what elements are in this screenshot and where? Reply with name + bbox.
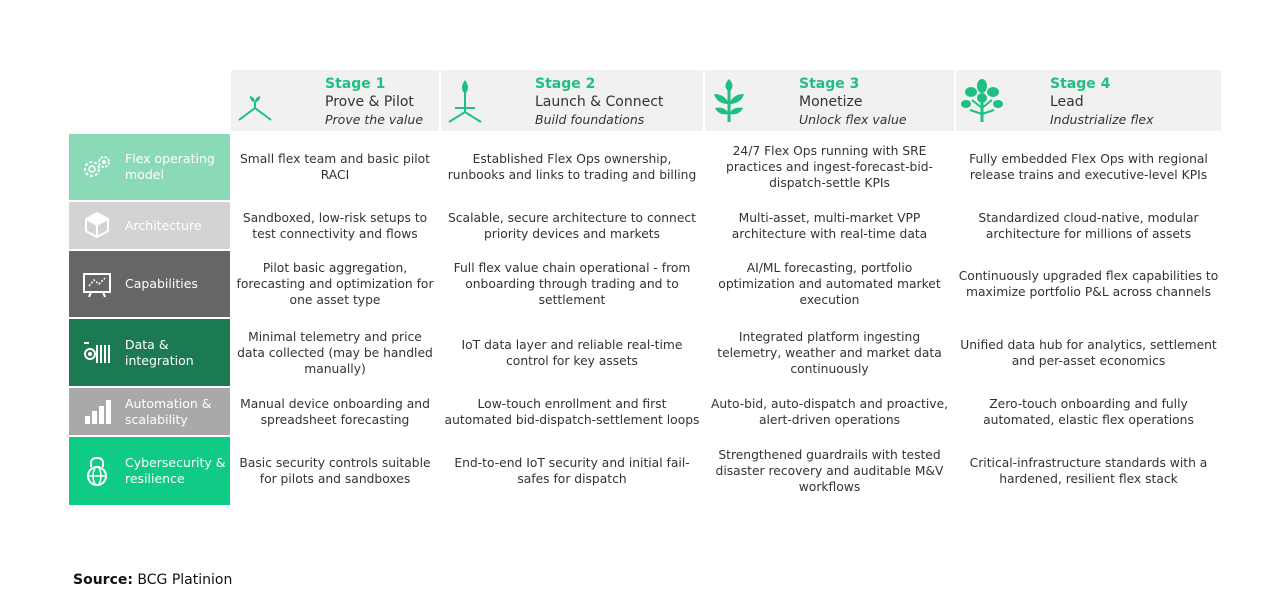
sprout-icon bbox=[235, 78, 279, 124]
row-label-automation-scalability bbox=[69, 388, 230, 435]
source-note bbox=[73, 572, 232, 588]
table-cell: Fully embedded Flex Ops with regional release trains and executive-level KPIs bbox=[969, 152, 1208, 182]
table-cell: Auto-bid, auto-dispatch and proactive, alert-driven operations bbox=[710, 396, 949, 427]
stage-name: Lead bbox=[1050, 94, 1084, 110]
table-cell: 24/7 Flex Ops running with SRE practices and ingest-forecast-bid-dispatch-settle KPIs bbox=[726, 144, 933, 190]
table-cell: IoT data layer and reliable real-time control for key assets bbox=[461, 337, 683, 368]
table-cell: Critical-infrastructure standards with a hardened, resilient flex stack bbox=[969, 456, 1208, 486]
stage-number: Stage 1 bbox=[325, 76, 386, 92]
whiteboard-icon bbox=[81, 268, 113, 300]
stage-header-3 bbox=[705, 70, 954, 131]
source-text: BCG Platinion bbox=[137, 572, 233, 588]
table-cell: Small flex team and basic pilot RACI bbox=[239, 152, 430, 182]
stage-header-1 bbox=[231, 70, 439, 131]
gears-icon bbox=[81, 151, 113, 183]
table-cell: Scalable, secure architecture to connect priority devices and markets bbox=[447, 210, 697, 241]
table-cell: Low-touch enrollment and first automated bid-dispatch-settlement loops bbox=[444, 396, 700, 427]
stage-subtitle: Industrialize flex bbox=[1050, 112, 1154, 127]
table-cell: Multi-asset, multi-market VPP architecture with real-time data bbox=[731, 210, 928, 241]
table-cell: End-to-end IoT security and initial fail-safes for dispatch bbox=[454, 456, 690, 486]
table-cell: Continuously upgraded flex capabilities to maximize portfolio P&L across channels bbox=[958, 269, 1219, 299]
row-label-cybersecurity-resilience bbox=[69, 437, 230, 505]
seedling-icon bbox=[445, 78, 489, 124]
table-cell: Pilot basic aggregation, forecasting and optimization for one asset type bbox=[236, 261, 434, 307]
stage-number: Stage 4 bbox=[1050, 76, 1111, 92]
row-label-text: Cybersecurity & resilience bbox=[125, 455, 226, 486]
small-plant-icon bbox=[709, 78, 753, 124]
stage-name: Monetize bbox=[799, 94, 863, 110]
table-cell: Sandboxed, low-risk setups to test connectivity and flows bbox=[242, 210, 428, 241]
globe-lock-icon bbox=[81, 455, 113, 487]
row-label-text: Data & integration bbox=[125, 336, 194, 368]
table-cell: Full flex value chain operational - from onboarding through trading and to settlement bbox=[453, 261, 691, 307]
tree-icon bbox=[960, 78, 1004, 124]
stage-subtitle: Build foundations bbox=[535, 112, 645, 127]
data-flow-icon bbox=[81, 337, 113, 369]
table-cell: Standardized cloud-native, modular architecture for millions of assets bbox=[978, 210, 1199, 241]
stage-number: Stage 3 bbox=[799, 76, 860, 92]
table-cell: Strengthened guardrails with tested disaster recovery and auditable M&V workflows bbox=[715, 448, 944, 494]
table-cell: Zero-touch onboarding and fully automated, elastic flex operations bbox=[983, 396, 1194, 427]
stage-subtitle: Prove the value bbox=[325, 112, 424, 127]
stage-header-4 bbox=[956, 70, 1221, 131]
source-label: Source: bbox=[73, 572, 133, 588]
row-label-data-integration bbox=[69, 319, 230, 386]
table-cell: Integrated platform ingesting telemetry, weather and market data continuously bbox=[717, 329, 942, 376]
row-label-text: Automation & scalability bbox=[125, 395, 212, 427]
row-label-flex-operating-model bbox=[69, 134, 230, 200]
table-cell: Basic security controls suitable for pilots and sandboxes bbox=[239, 456, 431, 486]
row-label-text: Capabilities bbox=[125, 276, 198, 291]
table-cell: Manual device onboarding and spreadsheet forecasting bbox=[240, 396, 430, 427]
cube-icon bbox=[81, 210, 113, 242]
table-cell: Unified data hub for analytics, settlement and per-asset economics bbox=[960, 337, 1217, 368]
row-label-text: Architecture bbox=[125, 217, 202, 233]
row-label-text: Flex operating model bbox=[125, 151, 215, 182]
table-cell: AI/ML forecasting, portfolio optimization and automated market execution bbox=[718, 261, 941, 307]
stage-name: Launch & Connect bbox=[535, 94, 664, 110]
stage-header-2 bbox=[441, 70, 703, 131]
stage-number: Stage 2 bbox=[535, 76, 596, 92]
stage-name: Prove & Pilot bbox=[325, 94, 414, 110]
stage-subtitle: Unlock flex value bbox=[799, 112, 907, 127]
row-label-architecture bbox=[69, 202, 230, 249]
bar-chart-icon bbox=[81, 396, 113, 428]
table-cell: Minimal telemetry and price data collected (may be handled manually) bbox=[237, 329, 433, 376]
table-cell: Established Flex Ops ownership, runbooks and links to trading and billing bbox=[447, 152, 697, 182]
row-label-capabilities bbox=[69, 251, 230, 317]
